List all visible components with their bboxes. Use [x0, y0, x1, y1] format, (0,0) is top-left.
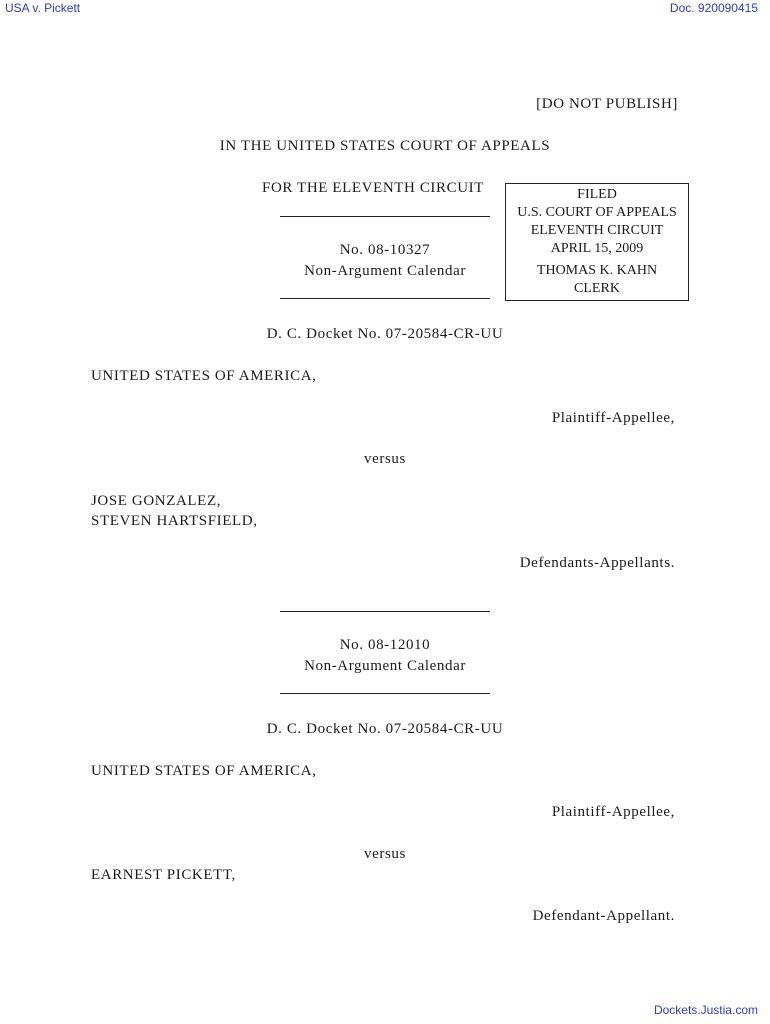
stamp-circuit: ELEVENTH CIRCUIT	[530, 223, 664, 238]
defendant-hartsfield: STEVEN HARTSFIELD,	[91, 513, 258, 529]
calendar-type-2: Non-Argument Calendar	[304, 658, 466, 674]
stamp-filed: FILED	[577, 187, 617, 202]
separator-rule	[280, 611, 490, 612]
defendant-gonzalez: JOSE GONZALEZ,	[91, 493, 222, 509]
calendar-type-1: Non-Argument Calendar	[304, 263, 466, 279]
defendant-role-1: Defendants-Appellants.	[519, 555, 675, 571]
doc-number-link[interactable]: Doc. 920090415	[669, 1, 758, 15]
plaintiff-role-2: Plaintiff-Appellee,	[551, 804, 675, 820]
defendant-role-2: Defendant-Appellant.	[532, 908, 675, 924]
defendant-pickett: EARNEST PICKETT,	[91, 867, 236, 883]
stamp-clerk-title: CLERK	[574, 281, 620, 296]
separator-rule	[280, 216, 490, 217]
case-title-link[interactable]: USA v. Pickett	[5, 1, 81, 15]
stamp-date: APRIL 15, 2009	[550, 241, 644, 256]
versus-1: versus	[364, 451, 406, 467]
case-number-2: No. 08-12010	[339, 637, 431, 653]
court-title: IN THE UNITED STATES COURT OF APPEALS	[219, 138, 551, 154]
source-link[interactable]: Dockets.Justia.com	[653, 1003, 758, 1017]
plaintiff-role-1: Plaintiff-Appellee,	[551, 410, 675, 426]
plaintiff-2: UNITED STATES OF AMERICA,	[91, 763, 317, 779]
separator-rule	[280, 693, 490, 694]
circuit-title: FOR THE ELEVENTH CIRCUIT	[262, 180, 485, 196]
docket-number-1: D. C. Docket No. 07-20584-CR-UU	[266, 326, 504, 342]
versus-2: versus	[364, 846, 406, 862]
separator-rule	[280, 298, 490, 299]
publish-note: [DO NOT PUBLISH]	[536, 96, 678, 112]
docket-number-2: D. C. Docket No. 07-20584-CR-UU	[266, 721, 504, 737]
stamp-clerk-name: THOMAS K. KAHN	[536, 263, 658, 278]
plaintiff-1: UNITED STATES OF AMERICA,	[91, 368, 317, 384]
stamp-court: U.S. COURT OF APPEALS	[517, 205, 677, 220]
case-number-1: No. 08-10327	[339, 242, 431, 258]
filed-stamp	[505, 183, 689, 301]
